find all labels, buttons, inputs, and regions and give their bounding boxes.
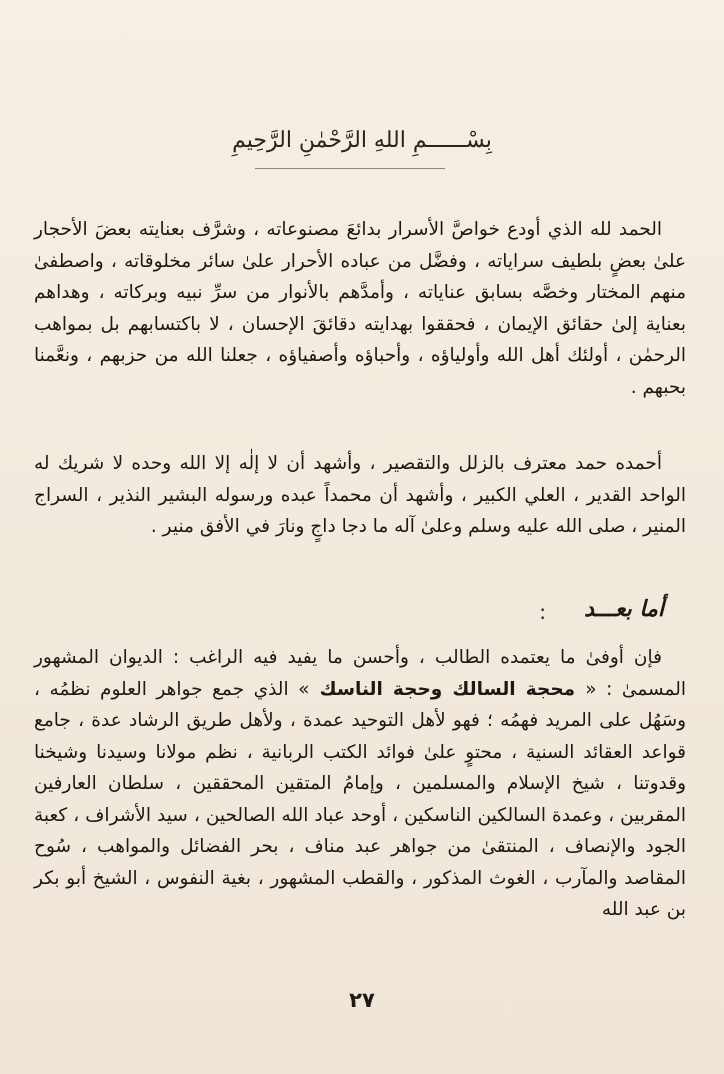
paragraph-3-text	[34, 642, 686, 926]
paragraph-3-intro: فإن أوفىٰ ما يعتمده الطالب ، وأحسن ما يفيد فيه الراغب : الديوان المشهور المسمىٰ : «	[34, 647, 686, 700]
book-title: محجة السالك وحجة الناسك	[309, 678, 586, 700]
basmala-heading: بِسْــــــمِ اللهِ الرَّحْمٰنِ الرَّحِيمِ	[232, 128, 492, 153]
page-number: ٢٧	[349, 988, 375, 1012]
paragraph-2	[34, 448, 686, 543]
paragraph-1-text: الحمد لله الذي أودع خواصَّ الأسرار بدائعَ مصنوعاته ، وشرَّف بعنايته بعضَ الأحجار علىٰ بعضٍ بلطيف سراياته ، وفضَّل من عباده الأحرار علىٰ سائر مخلوقاته ، واصطفىٰ منهم المختار وخصَّه بسابق عناياته ، وأمدَّهم بالأنوار من سرِّ نبيه وبركاته ، وهداهم بعناية إلىٰ حقائق الإيمان ، فحققوا بهدايته دقائقَ الإحسان ، لا باكتسابهم بل بمواهب الرحمٰن ، أولئك أهل الله وأولياؤه ، وأحباؤه وأصفياؤه ، جعلنا الله من حزبهم ، ونعَّمنا بحبهم .	[34, 219, 686, 398]
paragraph-3-body: » الذي جمع جواهر العلوم نظمُه ، وسَهُل على المريد فهمُه ؛ فهو لأهل التوحيد عمدة ، ولأهل طريق الرشاد عدة ، جامع قواعد العقائد السنية ، محتوٍ علىٰ فوائد الكتب الربانية ، نظم مولانا وسيدنا وشيخنا وقدوتنا ، شيخ الإسلام والمسلمين ، وإمامُ المتقين المحققين ، سلطان العارفين المقربين ، وعمدة السالكين الناسكين ، أوحد عباد الله الصالحين ، سيد الأشراف ، كعبة الجود والإنصاف ، المنتقىٰ من جواهر عبد مناف ، بحر الفضائل والمواهب ، سُوح المقاصد والمآرب ، الغوث المذكور ، والقطب المشهور ، بغية النفوس ، الشيخ أبو بكر بن عبد الله	[34, 678, 686, 920]
section-heading: أما بعـــد	[584, 596, 664, 622]
section-heading-colon: :	[539, 600, 546, 624]
basmala-underline	[255, 168, 445, 169]
paragraph-1	[34, 214, 686, 403]
paragraph-3	[34, 642, 686, 926]
paragraph-2-text: أحمده حمد معترف بالزلل والتقصير ، وأشهد أن لا إلٰه إلا الله وحده لا شريك له الواحد القدير ، العلي الكبير ، وأشهد أن محمداً عبده ورسوله البشير النذير ، السراج المنير ، صلى الله عليه وسلم وعلىٰ آله ما دجا داجٍ ونارَ في الأفق منير .	[34, 453, 686, 537]
